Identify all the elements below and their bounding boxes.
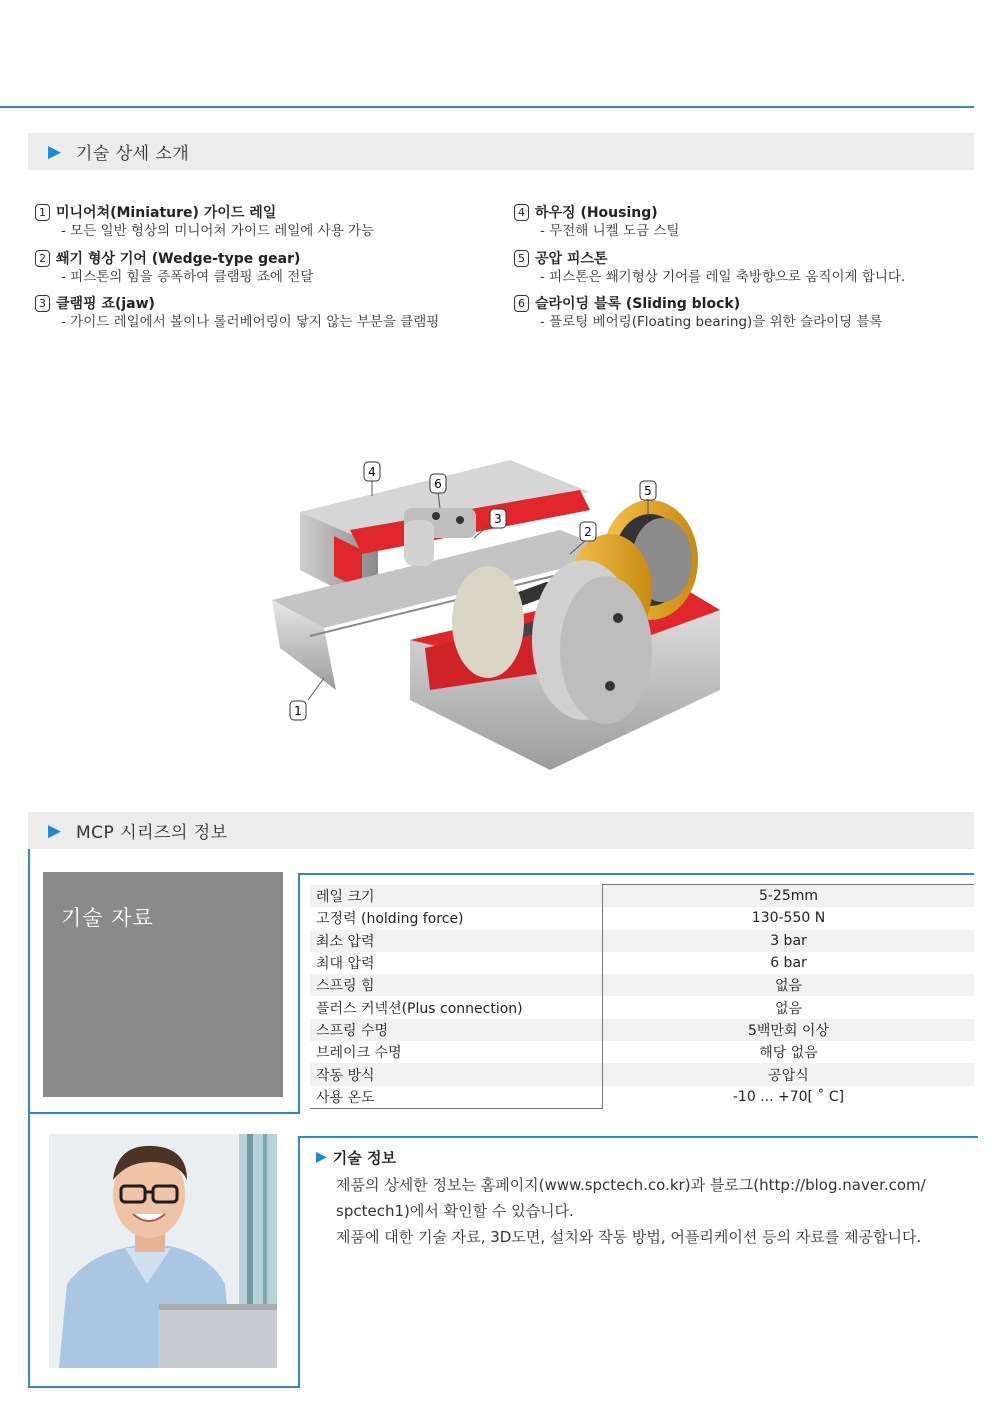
callout-number: 6 [514,295,529,312]
table-row [310,1063,974,1085]
feature-item [35,293,475,331]
tech-data-box [43,872,283,1097]
feature-item [514,202,954,240]
table-row [310,907,974,929]
spec-value: 없음 [603,974,975,996]
tech-info-line: spctech1)에서 확인할 수 있습니다. [336,1202,574,1220]
feature-desc: - 피스톤은 쐐기형상 기어를 레일 축방향으로 움직이게 합니다. [540,268,954,286]
triangle-bullet-icon: ▶ [48,141,62,162]
svg-text:4: 4 [368,465,376,479]
feature-title: 쐐기 형상 기어 (Wedge-type gear) [56,251,301,267]
table-row [310,952,974,974]
diagram-callout [640,481,656,500]
photo-window-bar [263,1134,267,1314]
svg-text:2: 2 [584,525,592,539]
feature-title: 공압 피스톤 [535,251,608,267]
feature-desc: - 피스톤의 힘을 증폭하여 클램핑 죠에 전달 [61,268,475,286]
table-row [310,1041,974,1063]
callout-number: 1 [35,204,50,221]
frame-line [298,873,300,1114]
spec-name: 플러스 커넥션(Plus connection) [316,1000,523,1017]
sliding-block-hole [432,512,440,520]
spec-value: 3 bar [603,930,975,952]
svg-text:3: 3 [494,512,502,526]
tech-info-line: 제품에 대한 기술 자료, 3D도면, 설치와 작동 방법, 어플리케이션 등의 자료를 제공합니다. [336,1228,922,1246]
spec-value: 공압식 [603,1063,975,1085]
spec-name: 최대 압력 [316,956,375,973]
spec-name: 레일 크기 [310,885,603,908]
feature-desc: - 가이드 레일에서 볼이나 롤러베어링이 닿지 않는 부분을 클램핑 [61,313,475,331]
feature-item [514,248,954,286]
piston-hole [613,613,623,623]
frame-line [28,1112,30,1388]
tech-info-block [316,1146,976,1250]
person-photo [49,1134,277,1368]
table-row [310,885,974,908]
feature-title: 클램핑 죠(jaw) [56,296,155,312]
feature-item [35,248,475,286]
photo-window [239,1134,277,1314]
section-title: 기술 상세 소개 [76,144,190,164]
feature-title: 하우징 (Housing) [535,205,658,221]
table-row [310,996,974,1018]
callout-number: 5 [514,250,529,267]
triangle-bullet-icon: ▶ [316,1149,327,1165]
callout-leader [308,678,324,700]
laptop-edge [159,1304,277,1310]
feature-item [514,293,954,331]
frame-line [298,873,974,875]
diagram-callout [290,701,306,720]
sliding-block-hole [456,516,464,524]
callout-number: 4 [514,204,529,221]
spec-name: 고정력 (holding force) [316,911,464,928]
section-header-mcp-info [28,812,974,849]
frame-line [298,1136,978,1138]
piston-disc-face [560,576,652,724]
table-row [310,1019,974,1041]
table-row [310,974,974,996]
frame-line [28,1112,300,1114]
spec-table [310,884,974,1109]
spec-name: 브레이크 수명 [316,1045,402,1062]
spec-value: 6 bar [603,952,975,974]
svg-text:6: 6 [434,477,442,491]
wedge-gear-disc [452,566,524,678]
piston-hole [605,681,615,691]
spec-value: 해당 없음 [603,1041,975,1063]
spec-name: 작동 방식 [310,1063,603,1085]
tech-info-title: 기술 정보 [332,1148,396,1167]
spec-name: 사용 온도 [310,1086,603,1109]
tech-info-paragraph [336,1172,976,1250]
spec-value: 5-25mm [603,885,975,908]
diagram-callout [364,462,380,481]
diagram-callout [580,522,596,541]
photo-window-bar [247,1134,253,1314]
spec-value: 130-550 N [603,907,975,929]
spec-name: 최소 압력 [310,930,603,952]
spec-value: -10 ... +70[ ˚ C] [603,1086,975,1109]
feature-desc: - 모든 일반 형상의 미니어쳐 가이드 레일에 사용 가능 [61,222,475,240]
frame-line [28,849,30,1113]
callout-number: 3 [35,295,50,312]
frame-line [28,1386,300,1388]
clamp-cutaway-diagram [250,450,750,790]
sliding-block [404,520,434,566]
feature-title: 슬라이딩 블록 (Sliding block) [535,296,741,312]
spec-name: 스프링 수명 [310,1019,603,1041]
svg-text:1: 1 [294,704,302,718]
feature-title: 미니어쳐(Miniature) 가이드 레일 [56,205,277,221]
callout-number: 2 [35,250,50,267]
tech-data-label: 기술 자료 [61,906,154,930]
tech-info-line: 제품의 상세한 정보는 홈페이지(www.spctech.co.kr)과 블로그(http://blog.naver.com/ [336,1176,926,1194]
feature-item [35,202,475,240]
triangle-bullet-icon: ▶ [48,820,62,841]
table-row [310,930,974,952]
svg-text:5: 5 [644,484,652,498]
frame-line [298,1136,300,1388]
top-rule [0,106,974,108]
section-header-tech-detail [28,133,974,170]
table-row [310,1086,974,1109]
diagram-callout [430,474,446,493]
spec-value: 없음 [603,996,975,1018]
spec-name: 스프링 힘 [310,974,603,996]
feature-desc: - 무전해 니켈 도금 스틸 [540,222,954,240]
laptop [159,1304,277,1368]
diagram-callout [490,509,506,528]
section-title: MCP 시리즈의 정보 [76,823,228,843]
spec-value: 5백만회 이상 [603,1019,975,1041]
feature-desc: - 플로팅 베어링(Floating bearing)을 위한 슬라이딩 블록 [540,313,954,331]
